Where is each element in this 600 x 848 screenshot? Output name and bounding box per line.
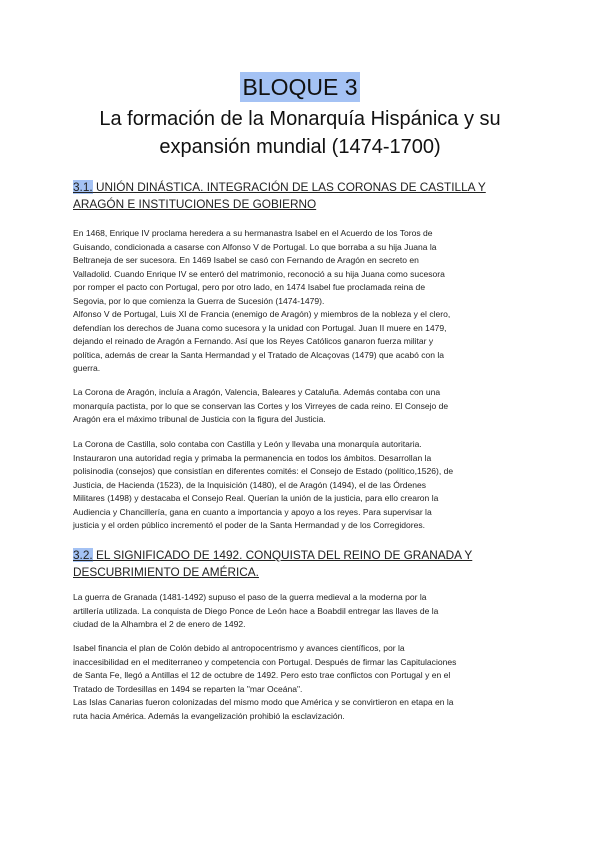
paragraph-line: defendían los derechos de Juana como sucesora y la unidad con Portugal. Juan II muere en 1479, bbox=[73, 322, 447, 333]
paragraph-line: En 1468, Enrique IV proclama heredera a su hermanastra Isabel en el Acuerdo de los Toros de bbox=[73, 228, 433, 238]
block-title: BLOQUE 3 bbox=[242, 74, 358, 100]
main-title-line: La formación de la Monarquía Hispánica y su bbox=[99, 108, 501, 130]
paragraph-line: Instauraron una autoridad regia y primaba la permanencia en todos los ámbitos. Desarrollan la bbox=[73, 452, 432, 463]
section-heading-3-1 bbox=[73, 179, 533, 213]
paragraph-guerra-granada bbox=[73, 591, 528, 632]
paragraph-line: La Corona de Castilla, solo contaba con Castilla y León y llevaba una monarquía autoritaria. bbox=[73, 439, 422, 449]
paragraph-line: Segovia, por lo que comienza la Guerra de Sucesión (1474-1479). bbox=[73, 295, 325, 306]
section-heading-line: ARAGÓN E INSTITUCIONES DE GOBIERNO bbox=[73, 197, 317, 211]
paragraph-line: Guisando, condicionada a casarse con Alfonso V de Portugal. Lo que borraba a su hija Juana la bbox=[73, 241, 437, 252]
paragraph-line: ciudad de la Alhambra el 2 de enero de 1492. bbox=[73, 619, 246, 629]
section-heading-3-2 bbox=[73, 547, 533, 581]
paragraph-line: Audiencia y Chancillería, gana en cuanto a importancia y apoyo a los reyes. Para supervisar la bbox=[73, 506, 432, 517]
section-title-text: EL SIGNIFICADO DE 1492. CONQUISTA DEL REINO DE GRANADA Y bbox=[92, 548, 473, 562]
paragraph-line: Las Islas Canarias fueron colonizadas del mismo modo que América y se convirtieron en etapa en la bbox=[73, 697, 454, 707]
section-title-text: UNIÓN DINÁSTICA. INTEGRACIÓN DE LAS CORONAS DE CASTILLA Y bbox=[92, 180, 486, 194]
paragraph-line: Justicia, de Hacienda (1523), de la Inquisición (1480), el de Aragón (1494), el de las Órdenes bbox=[73, 479, 427, 490]
main-title-line: expansión mundial (1474-1700) bbox=[159, 136, 441, 158]
paragraph-colon bbox=[73, 642, 528, 723]
paragraph-line: La Corona de Aragón, incluía a Aragón, Valencia, Baleares y Cataluña. Además contaba con una bbox=[73, 387, 441, 397]
main-title bbox=[60, 105, 540, 161]
paragraph-line: Valladolid. Cuando Enrique IV se enteró del matrimonio, reconoció a su hija Juana como sucesora bbox=[73, 268, 445, 279]
paragraph-line: monarquía pactista, por lo que se conservan las Cortes y los Virreyes de cada reino. El Consejo de bbox=[73, 400, 449, 411]
paragraph-line: dejando el reinado de Aragón a Fernando. Así que los Reyes Católicos ganaron fuerza militar y bbox=[73, 336, 434, 346]
paragraph-line: inaccesibilidad en el mediterraneo y competencia con Portugal. Después de firmar las Capitulaciones bbox=[73, 656, 457, 667]
paragraph-line: por romper el pacto con Portugal, pero por otro lado, en 1474 Isabel fue proclamada reina de bbox=[73, 282, 426, 292]
section-number: 3.1. bbox=[73, 180, 93, 194]
paragraph-line: Tratado de Tordesillas en 1494 se reparten la "mar Oceána". bbox=[73, 683, 303, 694]
paragraph-succession bbox=[73, 227, 528, 376]
paragraph-line: Alfonso V de Portugal, Luis XI de Francia (enemigo de Aragón) y miembros de la nobleza y el clero, bbox=[73, 309, 451, 319]
paragraph-line: ruta hacia América. Además la evangelización prohibió la esclavización. bbox=[73, 710, 345, 721]
section-number: 3.2. bbox=[73, 548, 93, 562]
paragraph-line: Militares (1498) y destacaba el Consejo Real. Querían la unión de la justicia, para ello crearon la bbox=[73, 493, 439, 503]
paragraph-line: guerra. bbox=[73, 363, 101, 373]
paragraph-line: Beltraneja de ser sucesora. En 1469 Isabel se casó con Fernando de Aragón en secreto en bbox=[73, 255, 419, 265]
section-heading-line bbox=[73, 547, 533, 564]
paragraph-line: polisinodia (consejos) que consistían en diferentes comités: el Consejo de Estado (político,1526), de bbox=[73, 466, 454, 476]
paragraph-corona-aragon bbox=[73, 386, 528, 427]
paragraph-line: justicia y el orden público incrementó el poder de la Santa Hermandad y de los Corregidores. bbox=[73, 520, 426, 530]
paragraph-line: Isabel financia el plan de Colón debido al antropocentrismo y avances científicos, por la bbox=[73, 643, 405, 653]
paragraph-corona-castilla bbox=[73, 438, 528, 533]
paragraph-line: Aragón era el máximo tribunal de Justicia con la figura del Justicia. bbox=[73, 414, 326, 424]
paragraph-line: política, además de crear la Santa Hermandad y el Tratado de Alcaçovas (1479) que acabó con la bbox=[73, 349, 445, 360]
block-title-container bbox=[0, 72, 600, 102]
paragraph-line: artillería utilizada. La conquista de Diego Ponce de León hace a Boabdil entregar las llaves de la bbox=[73, 605, 439, 616]
section-heading-line bbox=[73, 179, 533, 196]
paragraph-line: La guerra de Granada (1481-1492) supuso el paso de la guerra medieval a la moderna por la bbox=[73, 592, 427, 602]
paragraph-line: de Santa Fe, llegó a Antillas el 12 de octubre de 1492. Pero esto trae conflictos con Portugal y en el bbox=[73, 670, 451, 680]
section-heading-line: DESCUBRIMIENTO DE AMÉRICA. bbox=[73, 565, 259, 579]
